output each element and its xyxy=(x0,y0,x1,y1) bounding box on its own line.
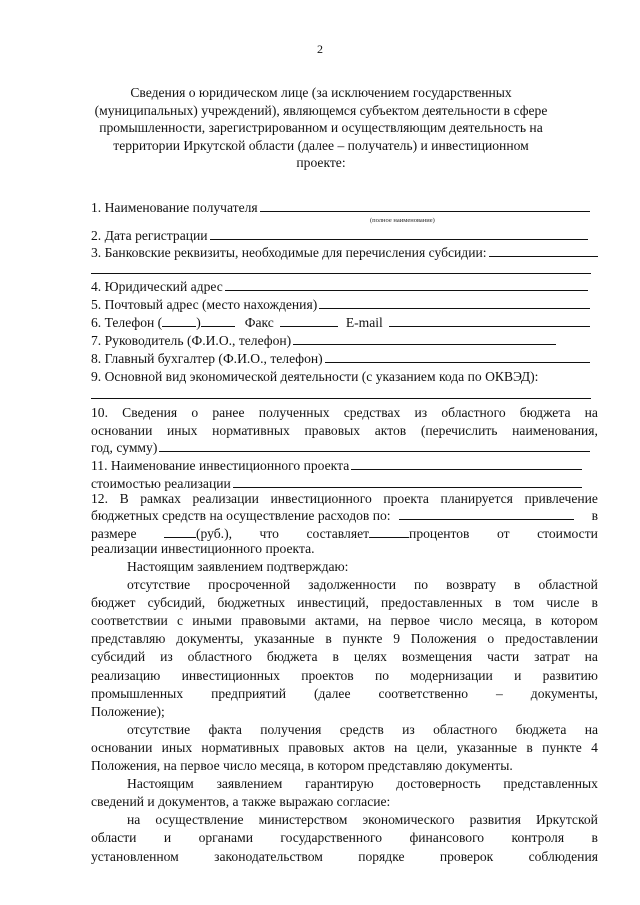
blank-phone[interactable] xyxy=(201,315,235,327)
blank-line[interactable] xyxy=(159,440,590,452)
field-label: что xyxy=(259,526,279,541)
document-title xyxy=(90,84,552,172)
field-label: 9. Основной вид экономической деятельности (с указанием кода по ОКВЭД): xyxy=(91,369,539,384)
blank-line[interactable] xyxy=(210,228,588,240)
field-postal-address[interactable] xyxy=(91,297,598,313)
blank-email[interactable] xyxy=(389,315,590,327)
field-label: процентов xyxy=(409,526,470,541)
text-block xyxy=(91,540,598,558)
confirmation-text xyxy=(91,558,598,866)
field-project-name[interactable] xyxy=(91,458,598,474)
field-label: 1. Наименование получателя xyxy=(91,200,258,215)
field-previous-funds xyxy=(91,404,598,440)
field-label: 3. Банковские реквизиты, необходимые для перечисления субсидии: xyxy=(91,245,487,260)
field-expenses-for[interactable] xyxy=(91,508,598,524)
field-label: (руб.), xyxy=(196,526,233,541)
field-label: составляет xyxy=(306,526,370,541)
text-line: представляю документы, указанные в пункте 9 Положения о предоставлении xyxy=(91,631,598,647)
text-line: промышленных предприятий (далее соответственно – документы, xyxy=(91,685,598,701)
field-label: 5. Почтовый адрес (место нахождения) xyxy=(91,297,318,312)
field-label: Факс xyxy=(244,315,274,330)
text-line: субсидий из областного бюджета в целях возмещения части затрат на xyxy=(91,649,598,665)
text-line: соответствии с иными правовыми актами, на первое число месяца, в котором xyxy=(91,613,598,629)
title-line: Сведения о юридическом лице (за исключением государственных xyxy=(130,85,512,100)
text-line: Положение); xyxy=(91,703,165,719)
field-label: ) xyxy=(196,315,201,330)
field-main-activity xyxy=(91,369,598,385)
field-label: год, сумму) xyxy=(91,440,158,455)
text-line: сведений и документов, а также выражаю согласие: xyxy=(91,794,391,810)
field-label: стоимости xyxy=(537,526,598,541)
field-label: бюджетных средств на осуществление расходов по: xyxy=(91,508,391,523)
blank-line[interactable] xyxy=(399,508,574,520)
blank-line[interactable] xyxy=(260,200,590,212)
field-label: от xyxy=(497,526,510,541)
text-line: установленном законодательством порядке проверок соблюдения xyxy=(91,848,598,864)
text-line: Положения, на первое число месяца, в котором представляю документы. xyxy=(91,758,513,774)
text-line: на осуществление министерством экономического развития Иркутской xyxy=(127,812,598,828)
field-previous-funds-entry[interactable] xyxy=(91,440,598,456)
field-label: E-mail xyxy=(345,315,383,330)
blank-line[interactable] xyxy=(351,458,582,470)
title-line: (муниципальных) учреждений), являющемся субъектом деятельности в сфере xyxy=(94,102,548,118)
field-director[interactable] xyxy=(91,333,598,349)
blank-line[interactable] xyxy=(91,398,591,399)
field-label: 2. Дата регистрации xyxy=(91,228,208,243)
text-line: отсутствие факта получения средств из областного бюджета на xyxy=(127,721,598,737)
field-bank-details[interactable] xyxy=(91,245,598,261)
text-line: отсутствие просроченной задолженности по возврату в областной xyxy=(127,577,598,593)
page-number: 2 xyxy=(317,42,323,56)
title-line: промышленности, зарегистрированном и осуществляющим деятельность на xyxy=(99,120,543,136)
title-line: проекте: xyxy=(296,155,346,171)
blank-line[interactable] xyxy=(233,476,582,488)
title-line: территории Иркутской области (далее – получатель) и инвестиционном xyxy=(113,137,529,153)
field-label: размере xyxy=(91,526,137,541)
blank-line[interactable] xyxy=(91,273,591,274)
field-label: стоимостью реализации xyxy=(91,476,231,491)
field-label: в xyxy=(591,508,598,523)
text-line: Настоящим заявлением подтверждаю: xyxy=(127,559,349,574)
field-budget-attraction xyxy=(91,490,598,508)
blank-line[interactable] xyxy=(225,279,588,291)
blank-amount[interactable] xyxy=(164,526,196,538)
field-chief-accountant[interactable] xyxy=(91,351,598,367)
field-label: 8. Главный бухгалтер (Ф.И.О., телефон) xyxy=(91,351,323,366)
field-label: 11. Наименование инвестиционного проекта xyxy=(91,458,350,473)
blank-line[interactable] xyxy=(293,333,556,345)
text-line: 10. Сведения о ранее полученных средствах из областного бюджета на xyxy=(91,405,598,420)
field-phone-fax-email[interactable] xyxy=(91,315,598,331)
blank-fax[interactable] xyxy=(280,315,338,327)
field-label: 4. Юридический адрес xyxy=(91,279,223,294)
blank-line[interactable] xyxy=(319,297,590,309)
text-line: Настоящим заявлением гарантирую достоверность представленных xyxy=(127,776,598,792)
text-line: бюджет субсидий, бюджетных инвестиций, предоставленных в том числе в xyxy=(91,595,598,611)
blank-line[interactable] xyxy=(325,351,590,363)
field-hint: (полное наименование) xyxy=(370,217,435,224)
text-line: реализации инвестиционного проекта. xyxy=(91,541,315,556)
field-label: 6. Телефон ( xyxy=(91,315,163,330)
blank-percent[interactable] xyxy=(369,526,409,538)
text-line: основании иных нормативных правовых актов (перечислить наименования, xyxy=(91,423,598,439)
field-recipient-name[interactable] xyxy=(91,200,598,216)
text-line: области и органами государственного финансового контроля в xyxy=(91,830,598,846)
blank-line[interactable] xyxy=(489,245,598,257)
text-line: 12. В рамках реализации инвестиционного проекта планируется привлечение xyxy=(91,491,598,506)
field-registration-date[interactable] xyxy=(91,228,598,244)
blank-phone-code[interactable] xyxy=(162,315,196,327)
text-line: основании иных нормативных правовых актов на цели, указанные в пункте 4 xyxy=(91,739,598,755)
field-label: 7. Руководитель (Ф.И.О., телефон) xyxy=(91,333,292,348)
text-line: реализацию инвестиционных проектов по модернизации и развитию xyxy=(91,667,598,683)
field-legal-address[interactable] xyxy=(91,279,598,295)
